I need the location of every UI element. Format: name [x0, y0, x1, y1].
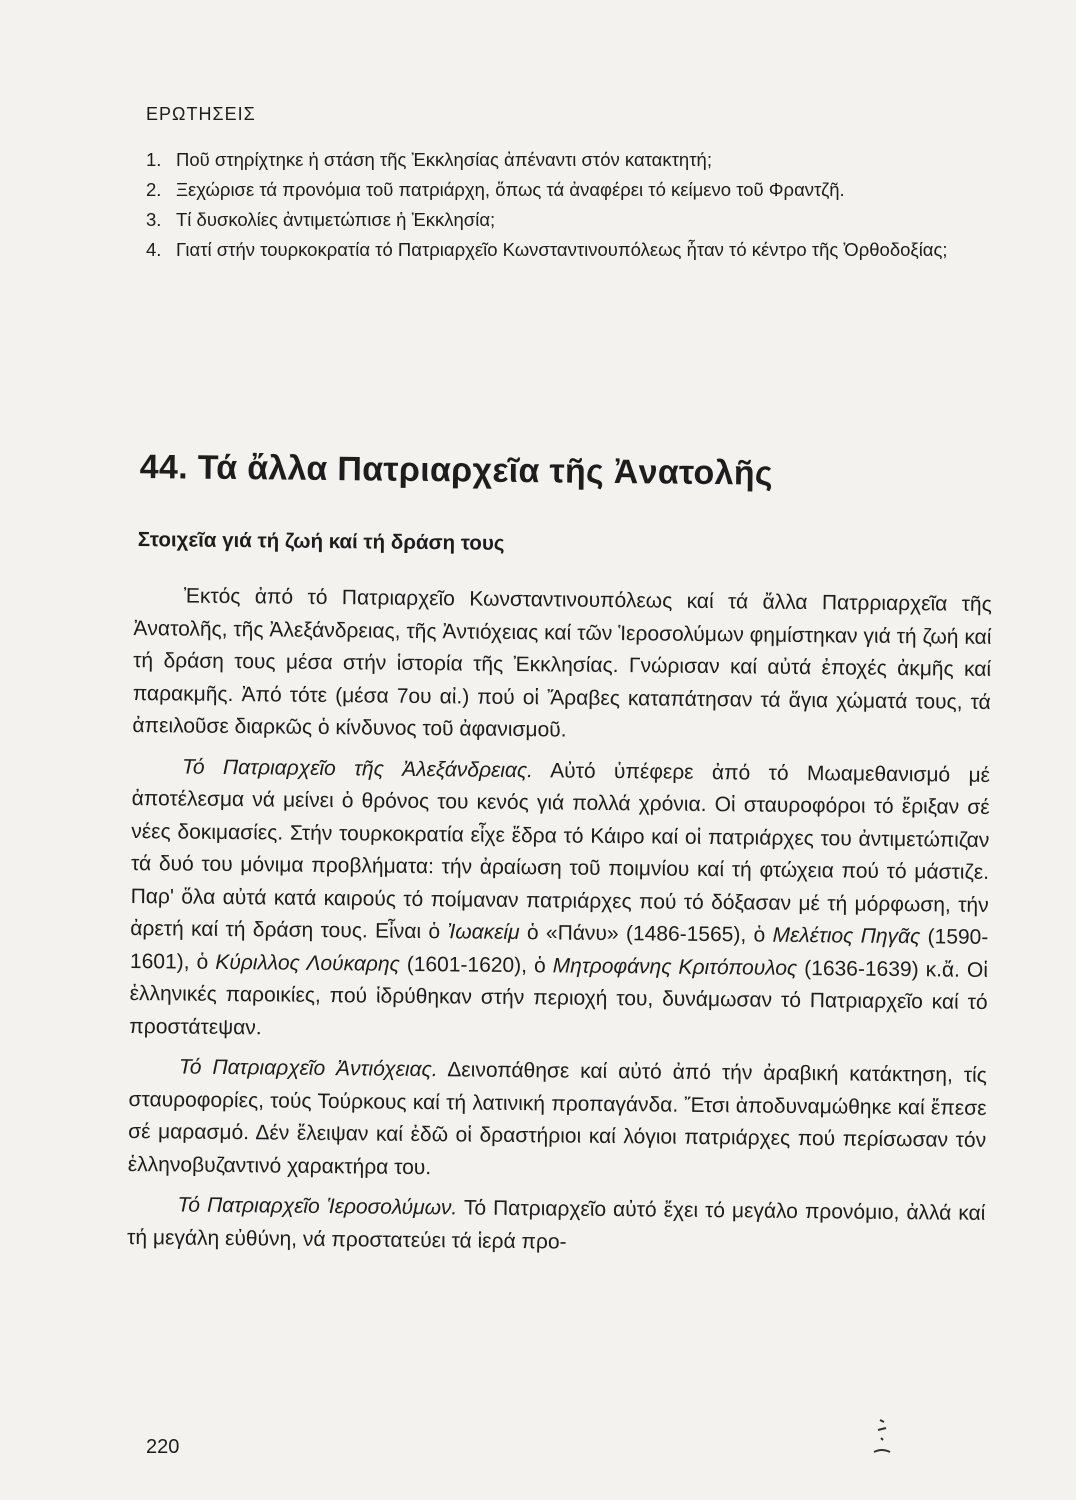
question-number: 3. [146, 209, 162, 230]
question-text: Γιατί στήν τουρκοκρατία τό Πατριαρχεῖο Κωνσταντινουπόλεως ἦταν τό κέντρο τῆς Ὀρθοδοξίας; [176, 239, 948, 260]
scan-artifact-mark [872, 1418, 892, 1458]
paragraph-jerusalem [127, 1189, 986, 1263]
question-text: Ποῦ στηρίχτηκε ἡ στάση τῆς Ἐκκλησίας ἀπέναντι στόν κατακτητή; [176, 149, 712, 170]
italic-heading: Τό Πατριαρχεῖο τῆς Ἀλεξάνδρειας. [181, 755, 534, 782]
paragraph-intro: Ἐκτός ἀπό τό Πατριαρχεῖο Κωνσταντινουπόλεως καί τά ἄλλα Πατρριαρχεῖα τῆς Ἀνατολῆς, τῆς Ἀλεξάνδρειας, τῆς Ἀντιόχειας καί τῶν Ἱεροσολύμων φημίστηκαν γιά τή ζωή καί τή δράση τους μέσα στήν ἱστορία τῆς Ἐκκλησίας. Γνώρισαν καί αὐτά ἐποχές ἀκμῆς καί παρακμῆς. Ἀπό τότε (μέσα 7ου αἰ.) πού οἱ Ἄραβες καταπάτησαν τά ἅγια χώματά τους, τά ἀπειλοῦσε διαρκῶς ὁ κίνδυνος τοῦ ἀφανισμοῦ. [132, 584, 992, 742]
paragraph-text: Αὐτό ὑπέφερε ἀπό τό Μωαμεθανισμό μέ ἀποτέλεσμα νά μείνει ὁ θρόνος του κενός γιά πολλά χρόνια. Οἱ σταυροφόροι τό ἔριξαν σέ νέες δοκιμασίες. Στήν τουρκοκρατία εἶχε ἕδρα τό Κάιρο καί οἱ πατριάρχες του ἀντιμετώπιζαν τά δυό του μόνιμα προβλήματα: τήν ἀραίωση τοῦ ποιμνίου καί τή φτώχεια πού τό μάστιζε. Παρ' ὅλα αὐτά κατά καιρούς τό ποίμαναν πατριάρχες πού τό δόξασαν μέ τή μόρφωση, τήν ἀρετή καί τή δράση τους. Εἶναι ὁ [130, 758, 991, 944]
question-item [146, 206, 1006, 233]
paragraph-text: Δεινοπάθησε καί αὐτό ἀπό τήν ἀραβική κατάκτηση, τίς σταυροφορίες, τούς Τούρκους καί τή λατινική προπαγάνδα. Ἔτσι ἀποδυναμώθηκε καί ἔπεσε σέ μαρασμό. Δέν ἔλειψαν καί ἐδῶ οἱ δραστήριοι καί λόγιοι πατριάρχες πού περίσωσαν τόν ἑλληνοβυζαντινό χαρακτήρα του. [127, 1058, 987, 1179]
chapter-title: 44. Τά ἄλλα Πατριαρχεῖα τῆς Ἀνατολῆς [139, 448, 774, 493]
section-subtitle: Στοιχεῖα γιά τή ζωή καί τή δράση τους [137, 528, 505, 555]
questions-list [146, 146, 1006, 266]
paragraph-text: (1590-1601), ὁ [129, 925, 989, 974]
question-item [146, 176, 1006, 203]
question-number: 1. [146, 149, 162, 170]
paragraph-text: (1601-1620), ὁ [399, 952, 553, 977]
question-item [146, 236, 1006, 263]
paragraph-text: Τό Πατριαρχεῖο αὐτό ἔχει τό μεγάλο προνόμιο, ἀλλά καί τή μεγάλη εὐθύνη, νά προστατεύει τά ἱερά προ- [126, 1196, 986, 1254]
page-number: 220 [146, 1436, 180, 1458]
italic-heading: Τό Πατριαρχεῖο Ἱεροσολύμων. [177, 1193, 458, 1220]
question-text: Τί δυσκολίες ἀντιμετώπισε ἡ Ἐκκλησία; [176, 209, 496, 230]
paragraph-antioch [128, 1051, 987, 1190]
italic-name: Ἰωακείμ [447, 920, 520, 945]
italic-heading: Τό Πατριαρχεῖο Ἀντιόχειας. [178, 1055, 438, 1082]
italic-name: Μελέτιος Πηγᾶς [772, 923, 921, 949]
paragraph-text: (1636-1639) κ.ἄ. Οἱ ἑλληνικές παροικίες, πού ἱδρύθηκαν στήν περιοχή του, δυνάμωσαν τό Πατριαρχεῖο καί τό προστάτεψαν. [129, 956, 989, 1039]
questions-heading: ΕΡΩΤΗΣΕΙΣ [146, 104, 256, 124]
paragraph-text: ὁ «Πάνυ» (1486-1565), ὁ [519, 921, 773, 947]
body-text [127, 580, 992, 1271]
paragraph-alexandria [129, 750, 990, 1051]
italic-name: Κύριλλος Λούκαρης [215, 950, 400, 976]
question-number: 4. [146, 239, 162, 260]
question-text: Ξεχώρισε τά προνόμια τοῦ πατριάρχη, ὅπως τά ἀναφέρει τό κείμενο τοῦ Φραντζῆ. [176, 179, 845, 200]
italic-name: Μητροφάνης Κριτόπουλος [552, 953, 798, 980]
question-number: 2. [146, 179, 162, 200]
question-item [146, 146, 1006, 173]
